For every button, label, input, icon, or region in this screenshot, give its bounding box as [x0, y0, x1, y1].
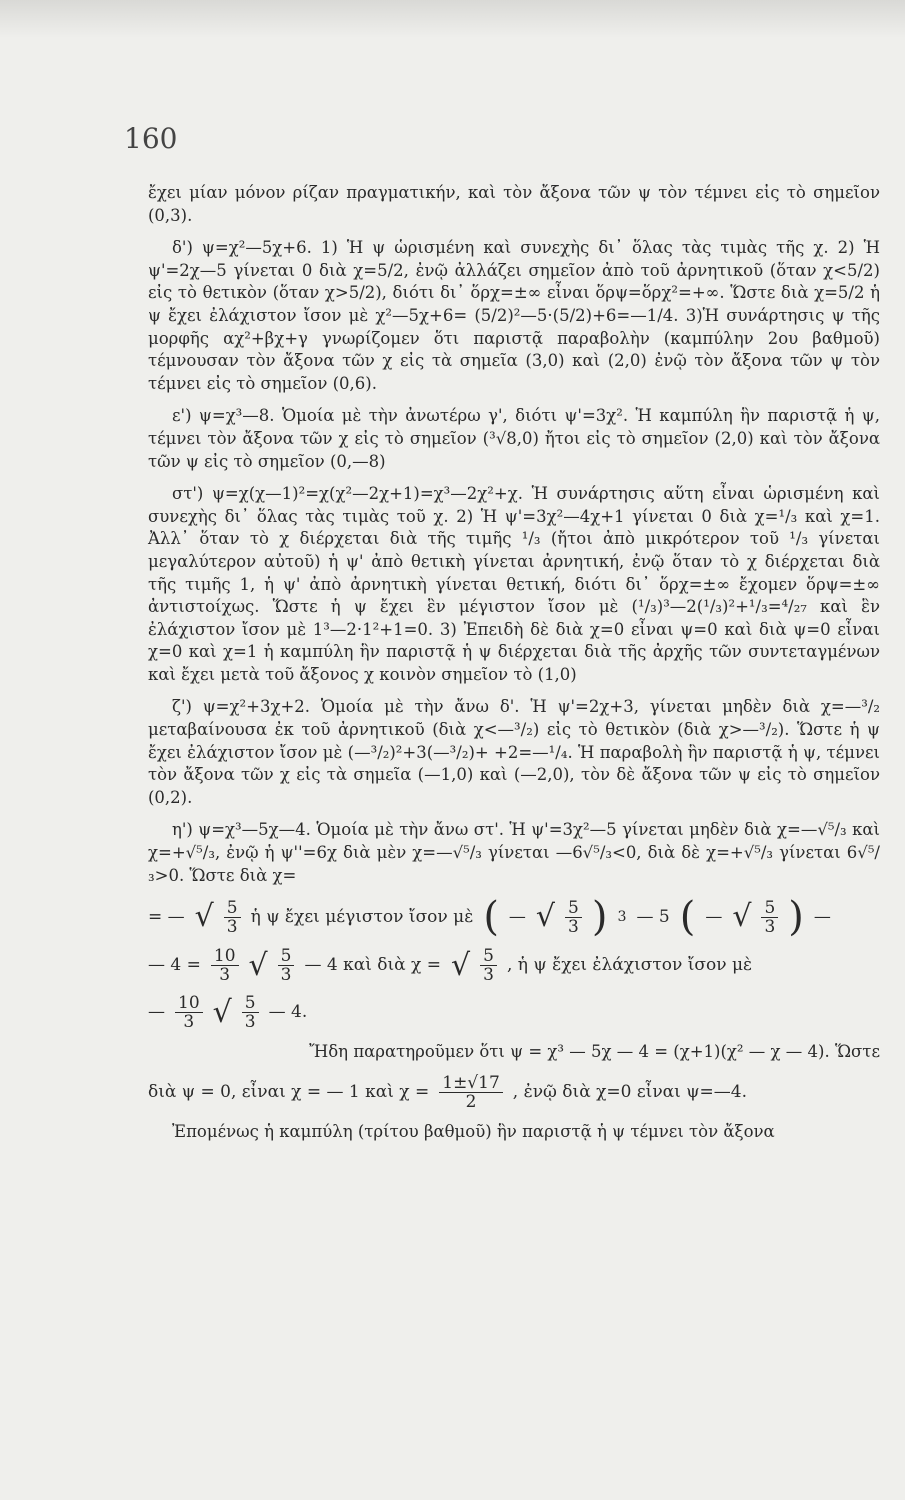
fraction-denominator: 3 — [244, 1012, 256, 1033]
fraction — [439, 1074, 503, 1111]
fraction-denominator: 3 — [280, 965, 292, 986]
formula-line-1 — [148, 894, 880, 941]
radical-sign: √ — [194, 899, 214, 935]
fraction-numerator: 5 — [761, 899, 778, 918]
fraction — [565, 899, 582, 936]
page-top-edge — [0, 0, 905, 38]
paragraph: ἔχει μίαν μόνον ρίζαν πραγματικήν, καὶ τὸν ἄξονα τῶν ψ τὸν τέμνει εἰς τὸ σημεῖον (0,3). — [148, 183, 880, 225]
fraction-numerator: 5 — [278, 947, 295, 966]
paragraph-item-e: ε') ψ=χ³—8. Ὁμοία μὲ τὴν ἀνωτέρω γ', διότι ψ'=3χ². Ἡ καμπύλη ἣν παριστᾷ ἡ ψ, τέμνει τὸν ἄξονα τῶν χ εἰς τὸ σημεῖον (³√8,0) ἤτοι εἰς τὸ σημεῖον (2,0) καὶ τὸν ἄξονα τῶν ψ εἰς τὸ σημεῖον (0,—8) — [148, 406, 880, 471]
formula-line-2 — [148, 947, 880, 984]
formula-text: — 4 = — [148, 955, 201, 976]
fraction-denominator: 3 — [183, 1012, 195, 1033]
formula-text: , ἡ ψ ἔχει ἐλάχιστον ἴσον μὲ — [506, 955, 753, 976]
page-number: 160 — [124, 122, 178, 155]
formula-text: — 5 — [636, 906, 670, 927]
radical-sign: √ — [212, 994, 232, 1030]
fraction-numerator: 5 — [565, 899, 582, 918]
paren: ) — [788, 894, 804, 941]
fraction-numerator: 5 — [242, 994, 259, 1013]
paragraph-item-h: η') ψ=χ³—5χ—4. Ὁμοία μὲ τὴν ἄνω στ'. Ἡ ψ'=3χ²—5 γίνεται μηδὲν διὰ χ=—√⁵/₃ καὶ χ=+√⁵/₃, ἐνῷ ἡ ψ''=6χ διὰ μὲν χ=—√⁵/₃ γίνεται —6√⁵/₃<0, διὰ δὲ χ=+√⁵/₃ γίνεται 6√⁵/₃>0. Ὥστε διὰ χ= — [148, 820, 880, 885]
page-body — [148, 182, 880, 1153]
fraction-numerator: 5 — [224, 899, 241, 918]
fraction — [224, 899, 241, 936]
paren: ( — [679, 894, 696, 941]
radical-sign: √ — [535, 899, 556, 935]
formula-text: — — [508, 906, 526, 927]
formula-text: = — — [148, 906, 185, 927]
formula-text: — 4. — [268, 1002, 308, 1023]
paren: ) — [591, 894, 608, 941]
formula-text: — — [148, 1002, 165, 1023]
fraction-denominator: 3 — [568, 916, 579, 937]
formula-line-roots — [148, 1074, 880, 1111]
fraction-numerator: 1±√17 — [439, 1074, 503, 1093]
fraction — [278, 947, 295, 984]
formula-text: — — [705, 906, 723, 927]
fraction — [480, 947, 497, 984]
fraction-numerator: 10 — [175, 994, 203, 1013]
fraction — [175, 994, 203, 1031]
exponent: 3 — [617, 908, 627, 925]
paren: ( — [483, 894, 499, 941]
fraction-numerator: 10 — [211, 947, 239, 966]
formula-line-3 — [148, 994, 880, 1031]
paragraph-conclusion: Ἐπομένως ἡ καμπύλη (τρίτου βαθμοῦ) ἣν παριστᾷ ἡ ψ τέμνει τὸν ἄξονα — [172, 1121, 775, 1141]
paragraph-item-d: δ') ψ=χ²—5χ+6. 1) Ἡ ψ ὡρισμένη καὶ συνεχὴς δι᾽ ὅλας τὰς τιμὰς τῆς χ. 2) Ἡ ψ'=2χ—5 γίνεται 0 διὰ χ=5/2, ἐνῷ ἀλλάζει σημεῖον ἀπὸ τοῦ ἀρνητικοῦ (ὅταν χ<5/2) εἰς τὸ θετικὸν (ὅταν χ>5/2), διότι δι᾽ ὅρχ=±∞ εἶναι ὅρψ=ὅρχ²=+∞. Ὥστε διὰ χ=5/2 ἡ ψ ἔχει ἐλάχιστον ἴσον μὲ χ²—5χ+6= (5/2)²—5·(5/2)+6=—1/4. 3)Ἡ συνάρτησις ψ τῆς μορφῆς αχ²+βχ+γ γνωρίζομεν ὅτι παριστᾷ παραβολὴν (καμπύλην 2ου βαθμοῦ) τέμνουσαν τὸν ἄξονα τῶν χ εἰς τὰ σημεῖα (3,0) καὶ (2,0) ἐνῷ τὸν ἄξονα τῶν ψ τὸν τέμνει εἰς τὸ σημεῖον (0,6). — [148, 238, 880, 393]
paragraph-item-st: στ') ψ=χ(χ—1)²=χ(χ²—2χ+1)=χ³—2χ²+χ. Ἡ συνάρτησις αὕτη εἶναι ὡρισμένη καὶ συνεχὴς δι᾽ ὅλας τὰς τιμὰς τοῦ χ. 2) Ἡ ψ'=3χ²—4χ+1 γίνεται 0 διὰ χ=¹/₃ καὶ χ=1. Ἀλλ᾽ ὅταν τὸ χ διέρχεται διὰ τῆς τιμῆς ¹/₃ (ἤτοι ἀπὸ μικρότερον τοῦ ¹/₃ γίνεται μεγαλύτερον αὐτοῦ) ἡ ψ' ἀπὸ θετικὴ γίνεται ἀρνητική, ἐνῷ ὅταν τὸ χ διέρχεται διὰ τῆς τιμῆς 1, ἡ ψ' ἀπὸ ἀρνητικὴ γίνεται θετική, διότι δι᾽ ὅρχ=±∞ ἔχομεν ὅρψ=±∞ ἀντιστοίχως. Ὥστε ἡ ψ ἔχει ἓν μέγιστον ἴσον μὲ (¹/₃)³—2(¹/₃)²+¹/₃=⁴/₂₇ καὶ ἓν ἐλάχιστον ἴσον μὲ 1³—2·1²+1=0. 3) Ἐπειδὴ δὲ διὰ χ=0 εἶναι ψ=0 καὶ διὰ ψ=0 εἶναι χ=0 καὶ χ=1 ἡ καμπύλη ἣν παριστᾷ ἡ ψ διέρχεται διὰ τῆς ἀρχῆς τῶν συντεταγμένων καὶ ἔχει μετὰ τοῦ ἄξονος χ κοινὸν σημεῖον τὸ (1,0) — [148, 484, 880, 684]
formula-text: — — [813, 906, 831, 927]
paragraph-item-z: ζ') ψ=χ²+3χ+2. Ὁμοία μὲ τὴν ἄνω δ'. Ἡ ψ'=2χ+3, γίνεται μηδὲν διὰ χ=—³/₂ μεταβαίνουσα ἐκ τοῦ ἀρνητικοῦ (διὰ χ<—³/₂) εἰς τὸ θετικὸν (διὰ χ>—³/₂). Ὥστε ἡ ψ ἔχει ἐλάχιστον ἴσον μὲ (—³/₂)²+3(—³/₂)+ +2=—¹/₄. Ἡ παραβολὴ ἣν παριστᾷ ἡ ψ, τέμνει τὸν ἄξονα τῶν χ εἰς τὰ σημεῖα (—1,0) καὶ (—2,0), τὸν δὲ ἄξονα τῶν ψ εἰς τὸ σημεῖον (0,2). — [148, 697, 880, 807]
fraction — [242, 994, 259, 1031]
radical-sign: √ — [451, 947, 471, 983]
fraction — [211, 947, 239, 984]
fraction-denominator: 3 — [764, 916, 776, 937]
fraction — [761, 899, 778, 936]
radical-sign: √ — [732, 899, 752, 935]
formula-text: — 4 καὶ διὰ χ = — [304, 955, 441, 976]
fraction-denominator: 3 — [483, 965, 494, 986]
paragraph-factorization: Ἤδη παρατηροῦμεν ὅτι ψ = χ³ — 5χ — 4 = (χ+1)(χ² — χ — 4). Ὥστε — [309, 1042, 880, 1062]
fraction-denominator: 3 — [226, 916, 238, 937]
fraction-numerator: 5 — [480, 947, 497, 966]
formula-text: , ἐνῷ διὰ χ=0 εἶναι ψ=—4. — [512, 1082, 748, 1103]
fraction-denominator: 3 — [219, 965, 231, 986]
formula-text: διὰ ψ = 0, εἶναι χ = — 1 καὶ χ = — [148, 1082, 430, 1103]
fraction-denominator: 2 — [465, 1091, 477, 1112]
formula-text: ἡ ψ ἔχει μέγιστον ἴσον μὲ — [250, 906, 474, 927]
radical-sign: √ — [248, 947, 268, 983]
